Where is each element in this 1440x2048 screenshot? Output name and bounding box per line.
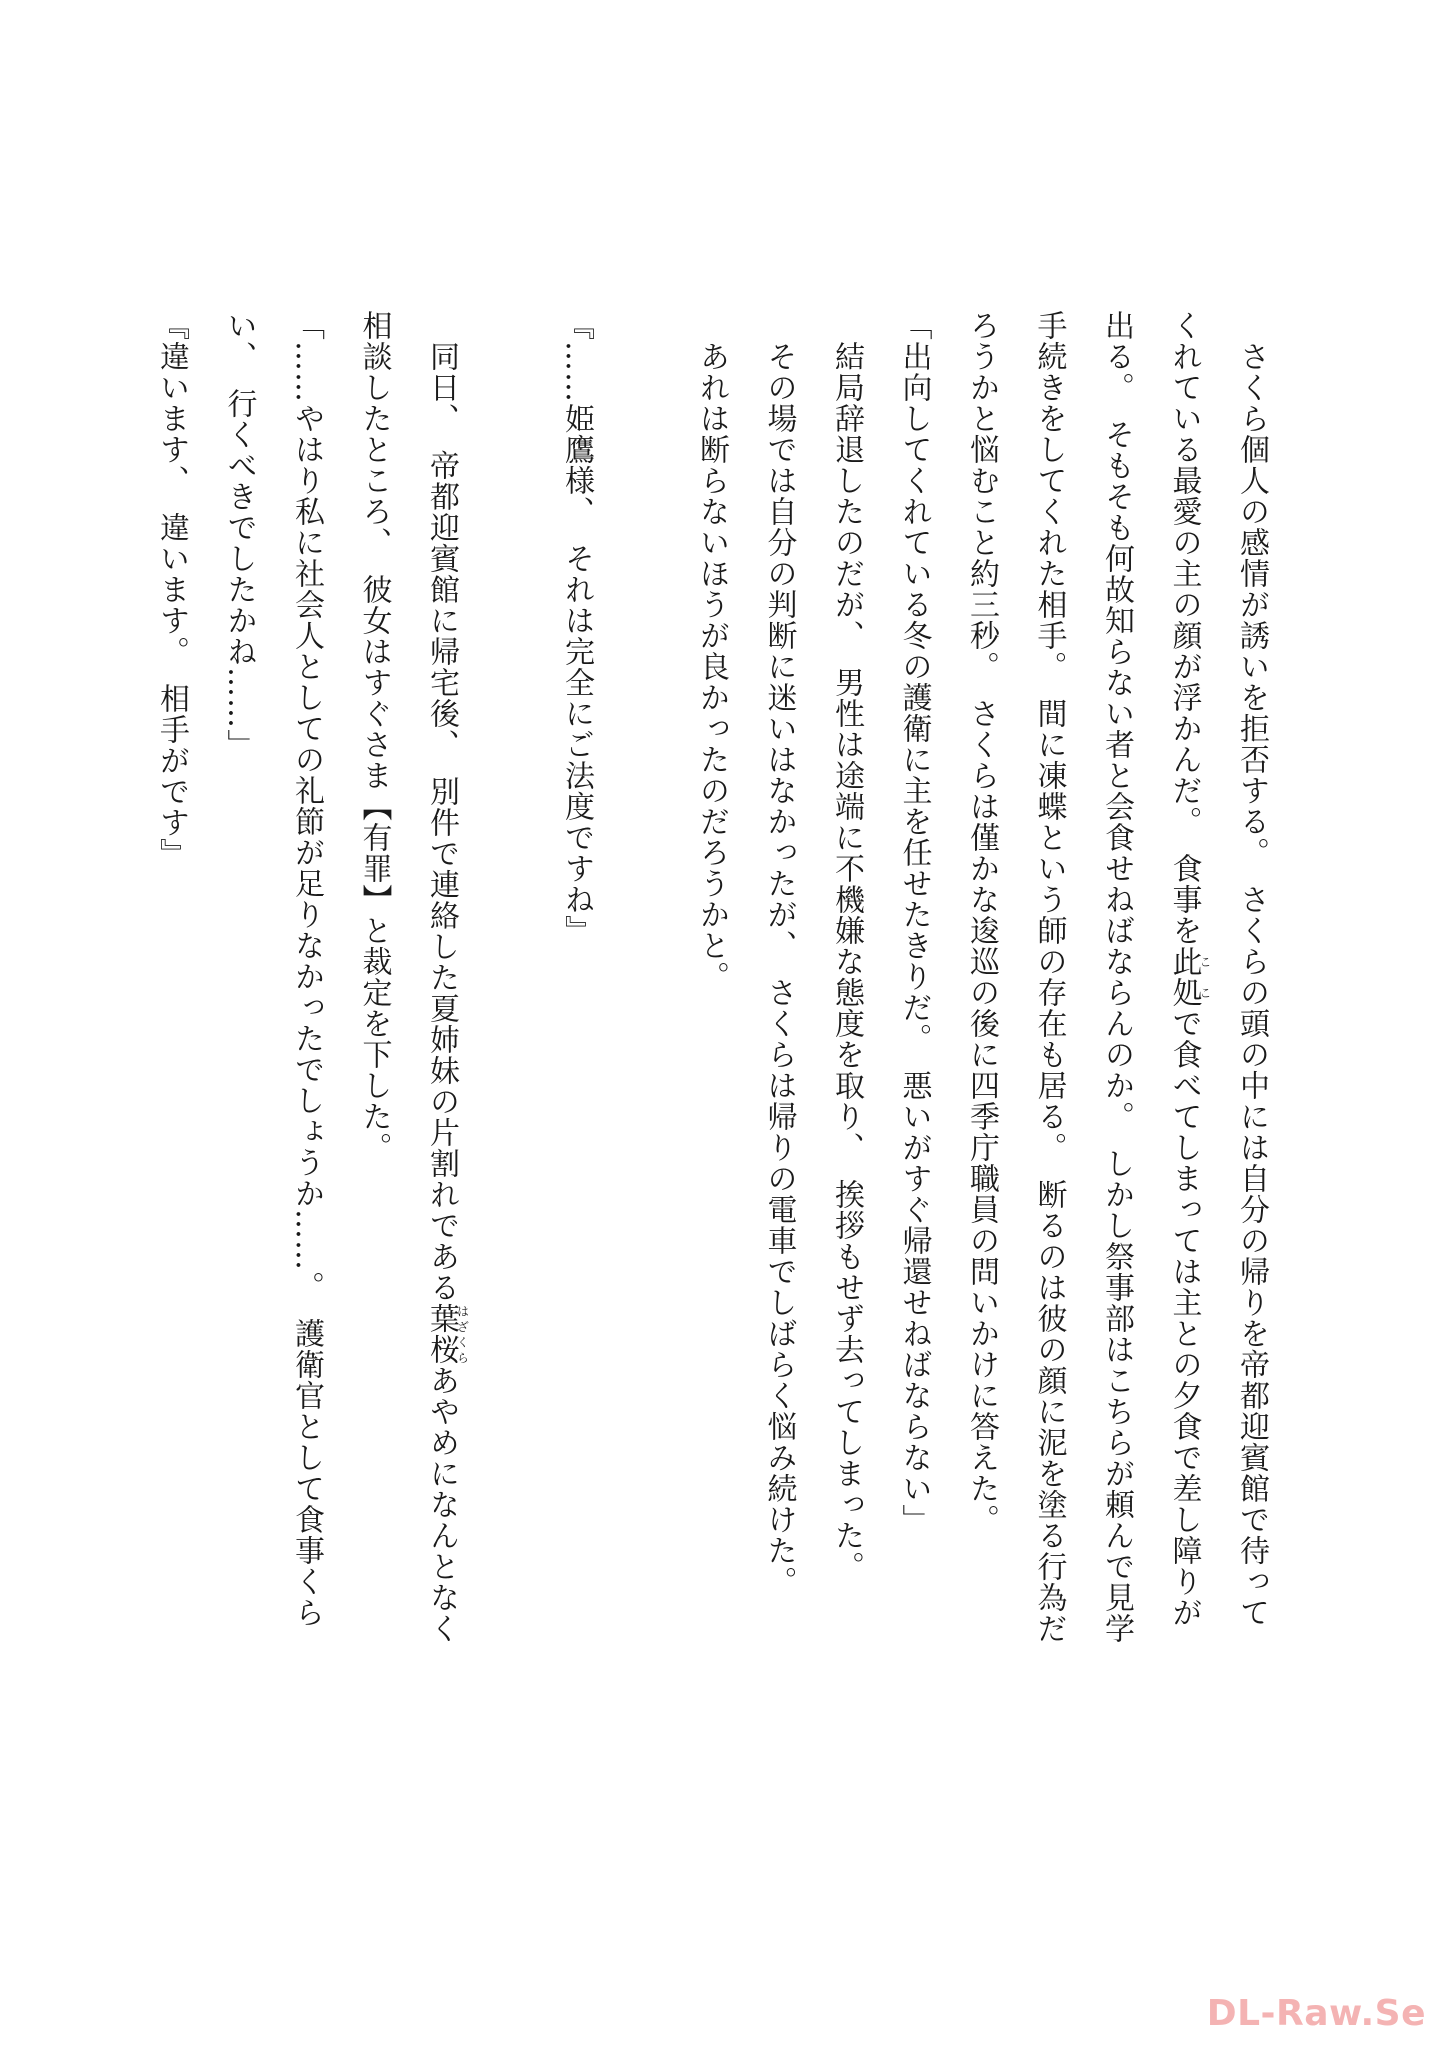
text-line: 出る。 そもそも何故知らない者と会食せねばならんのか。 しかし祭事部はこちらが頼んで見学	[1099, 310, 1134, 1644]
text-line: その場では自分の判断に迷いはなかったが、 さくらは帰りの電車でしばらく悩み続けた。	[761, 310, 797, 1597]
text-line: 手続きをしてくれた相手。 間に凍蝶という師の存在も居る。 断るのは彼の顔に泥を塗る行為だ	[1031, 310, 1067, 1644]
dialogue-line: 「出向してくれている冬の護衛に主を任せたきりだ。 悪いがすぐ帰還せねばならない」	[896, 310, 932, 1535]
ruby-word-hazakura	[424, 1303, 470, 1365]
ruby-base: 此処	[1166, 946, 1202, 1008]
blank-line	[475, 310, 543, 1750]
ruby-reading: ここ	[1198, 946, 1212, 1008]
dialogue-line: 「……やはり私に社会人としての礼節が足りなかったでしょうか……。 護衛官として食事くら	[289, 310, 324, 1628]
text-line: ろうかと悩むこと約三秒。 さくらは僅かな逡巡の後に四季庁職員の問いかけに答えた。	[964, 310, 999, 1535]
text-line: 相談したところ、 彼女はすぐさま【有罪】と裁定を下した。	[356, 310, 392, 1163]
text-line	[1150, 310, 1218, 1750]
ruby-base: 葉桜	[424, 1303, 459, 1365]
ruby-word-koko	[1166, 946, 1212, 1008]
dialogue-line: 『……姫鷹様、 それは完全にご法度ですね』	[559, 310, 594, 946]
text-line: 結局辞退したのだが、 男性は途端に不機嫌な態度を取り、 挨拶もせず去ってしまった。	[829, 310, 864, 1582]
blank-line	[610, 310, 678, 1750]
text-line	[408, 310, 476, 1750]
text-segment: あやめになんとなく	[424, 1365, 459, 1644]
watermark: DL-Raw.Se	[1206, 1993, 1426, 2034]
ruby-reading: はざくら	[455, 1303, 470, 1365]
dialogue-line: 『違います、 違います。 相手がです』	[154, 310, 189, 869]
dialogue-line: い、 行くべきでしたかね……」	[221, 310, 257, 760]
text-segment: で食べてしまっては主との夕食で差し障りが	[1166, 1008, 1202, 1628]
text-line: あれは断らないほうが良かったのだろうかと。	[694, 310, 729, 992]
text-line: さくら個人の感情が誘いを拒否する。 さくらの頭の中には自分の帰りを帝都迎賓館で待って	[1234, 310, 1269, 1628]
text-segment: くれている最愛の主の顔が浮かんだ。 食事を	[1166, 310, 1202, 946]
vertical-text-body	[138, 310, 1286, 1750]
text-segment: 同日、 帝都迎賓館に帰宅後、 別件で連絡した夏姉妹の片割れである	[424, 310, 459, 1303]
